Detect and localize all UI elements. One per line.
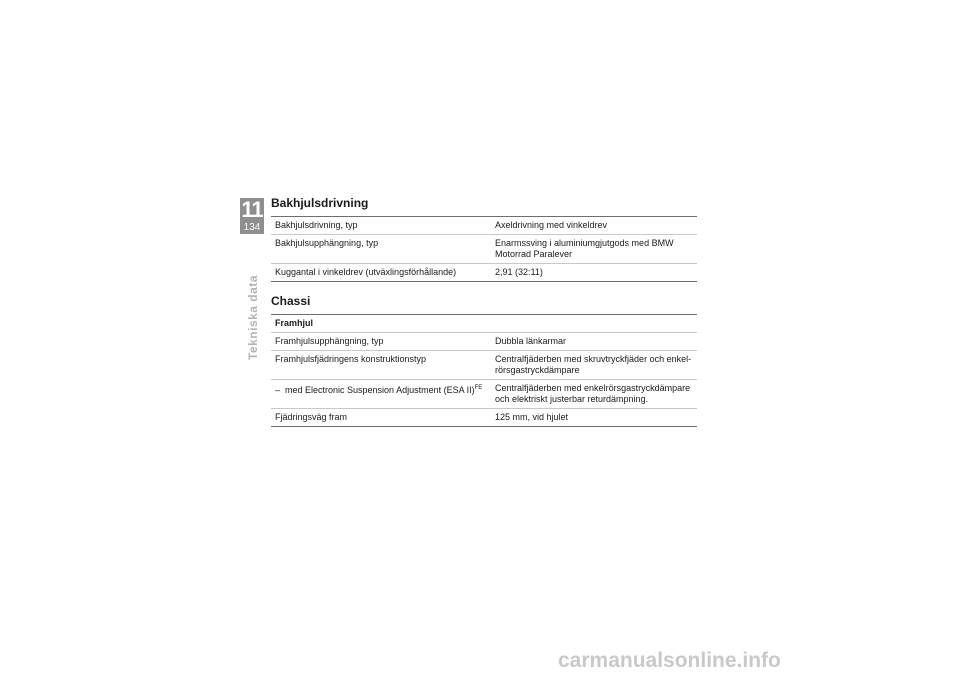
- spec-table: [271, 314, 697, 427]
- spec-label: Bakhjulsupphängning, typ: [271, 235, 491, 264]
- spec-label-with-dash: [271, 380, 491, 409]
- spec-value: Centralfjäderben med skruvtryckfjäder och enkel-rörsgastryckdämpare: [491, 351, 697, 380]
- spec-value: Centralfjäderben med enkelrörsgastryckdämpare och elektriskt justerbar returdämpning.: [491, 380, 697, 409]
- table-subheading: Framhjul: [271, 315, 697, 333]
- watermark-text: carmanualsonline.info: [558, 649, 781, 672]
- table-row: [271, 264, 697, 282]
- spec-value: Axeldrivning med vinkeldrev: [491, 217, 697, 235]
- spec-label: Kuggantal i vinkeldrev (utväxlingsförhållande): [271, 264, 491, 282]
- spec-value: 2,91 (32:11): [491, 264, 697, 282]
- spec-label: Fjädringsväg fram: [271, 409, 491, 427]
- chapter-title-vertical: Tekniska data: [246, 275, 260, 360]
- table-row: [271, 351, 697, 380]
- spec-label: Framhjulsfjädringens konstruktionstyp: [271, 351, 491, 380]
- table-subheading-row: [271, 315, 697, 333]
- table-row: [271, 380, 697, 409]
- table-row: [271, 333, 697, 351]
- spec-value: Enarmssving i aluminiumgjutgods med BMW Motorrad Paralever: [491, 235, 697, 264]
- content-area: [271, 196, 697, 439]
- spec-label: Bakhjulsdrivning, typ: [271, 217, 491, 235]
- spec-label: Framhjulsupphängning, typ: [271, 333, 491, 351]
- section-title: Bakhjulsdrivning: [271, 196, 369, 210]
- dash-marker: –: [275, 385, 281, 395]
- spec-table: [271, 216, 697, 282]
- section-chassi: [271, 294, 697, 427]
- chapter-number: 11: [241, 197, 263, 222]
- section-title: Chassi: [271, 294, 311, 308]
- superscript-note: FE: [474, 385, 483, 391]
- table-row: [271, 217, 697, 235]
- spec-label-text: med Electronic Suspension Adjustment (ESA II): [285, 385, 475, 395]
- spec-value: 125 mm, vid hjulet: [491, 409, 697, 427]
- table-row: [271, 235, 697, 264]
- page-number: 134: [243, 222, 261, 233]
- chapter-tab: [240, 198, 264, 234]
- table-row: [271, 409, 697, 427]
- section-bakhjulsdrivning: [271, 196, 697, 282]
- spec-value: Dubbla länkarmar: [491, 333, 697, 351]
